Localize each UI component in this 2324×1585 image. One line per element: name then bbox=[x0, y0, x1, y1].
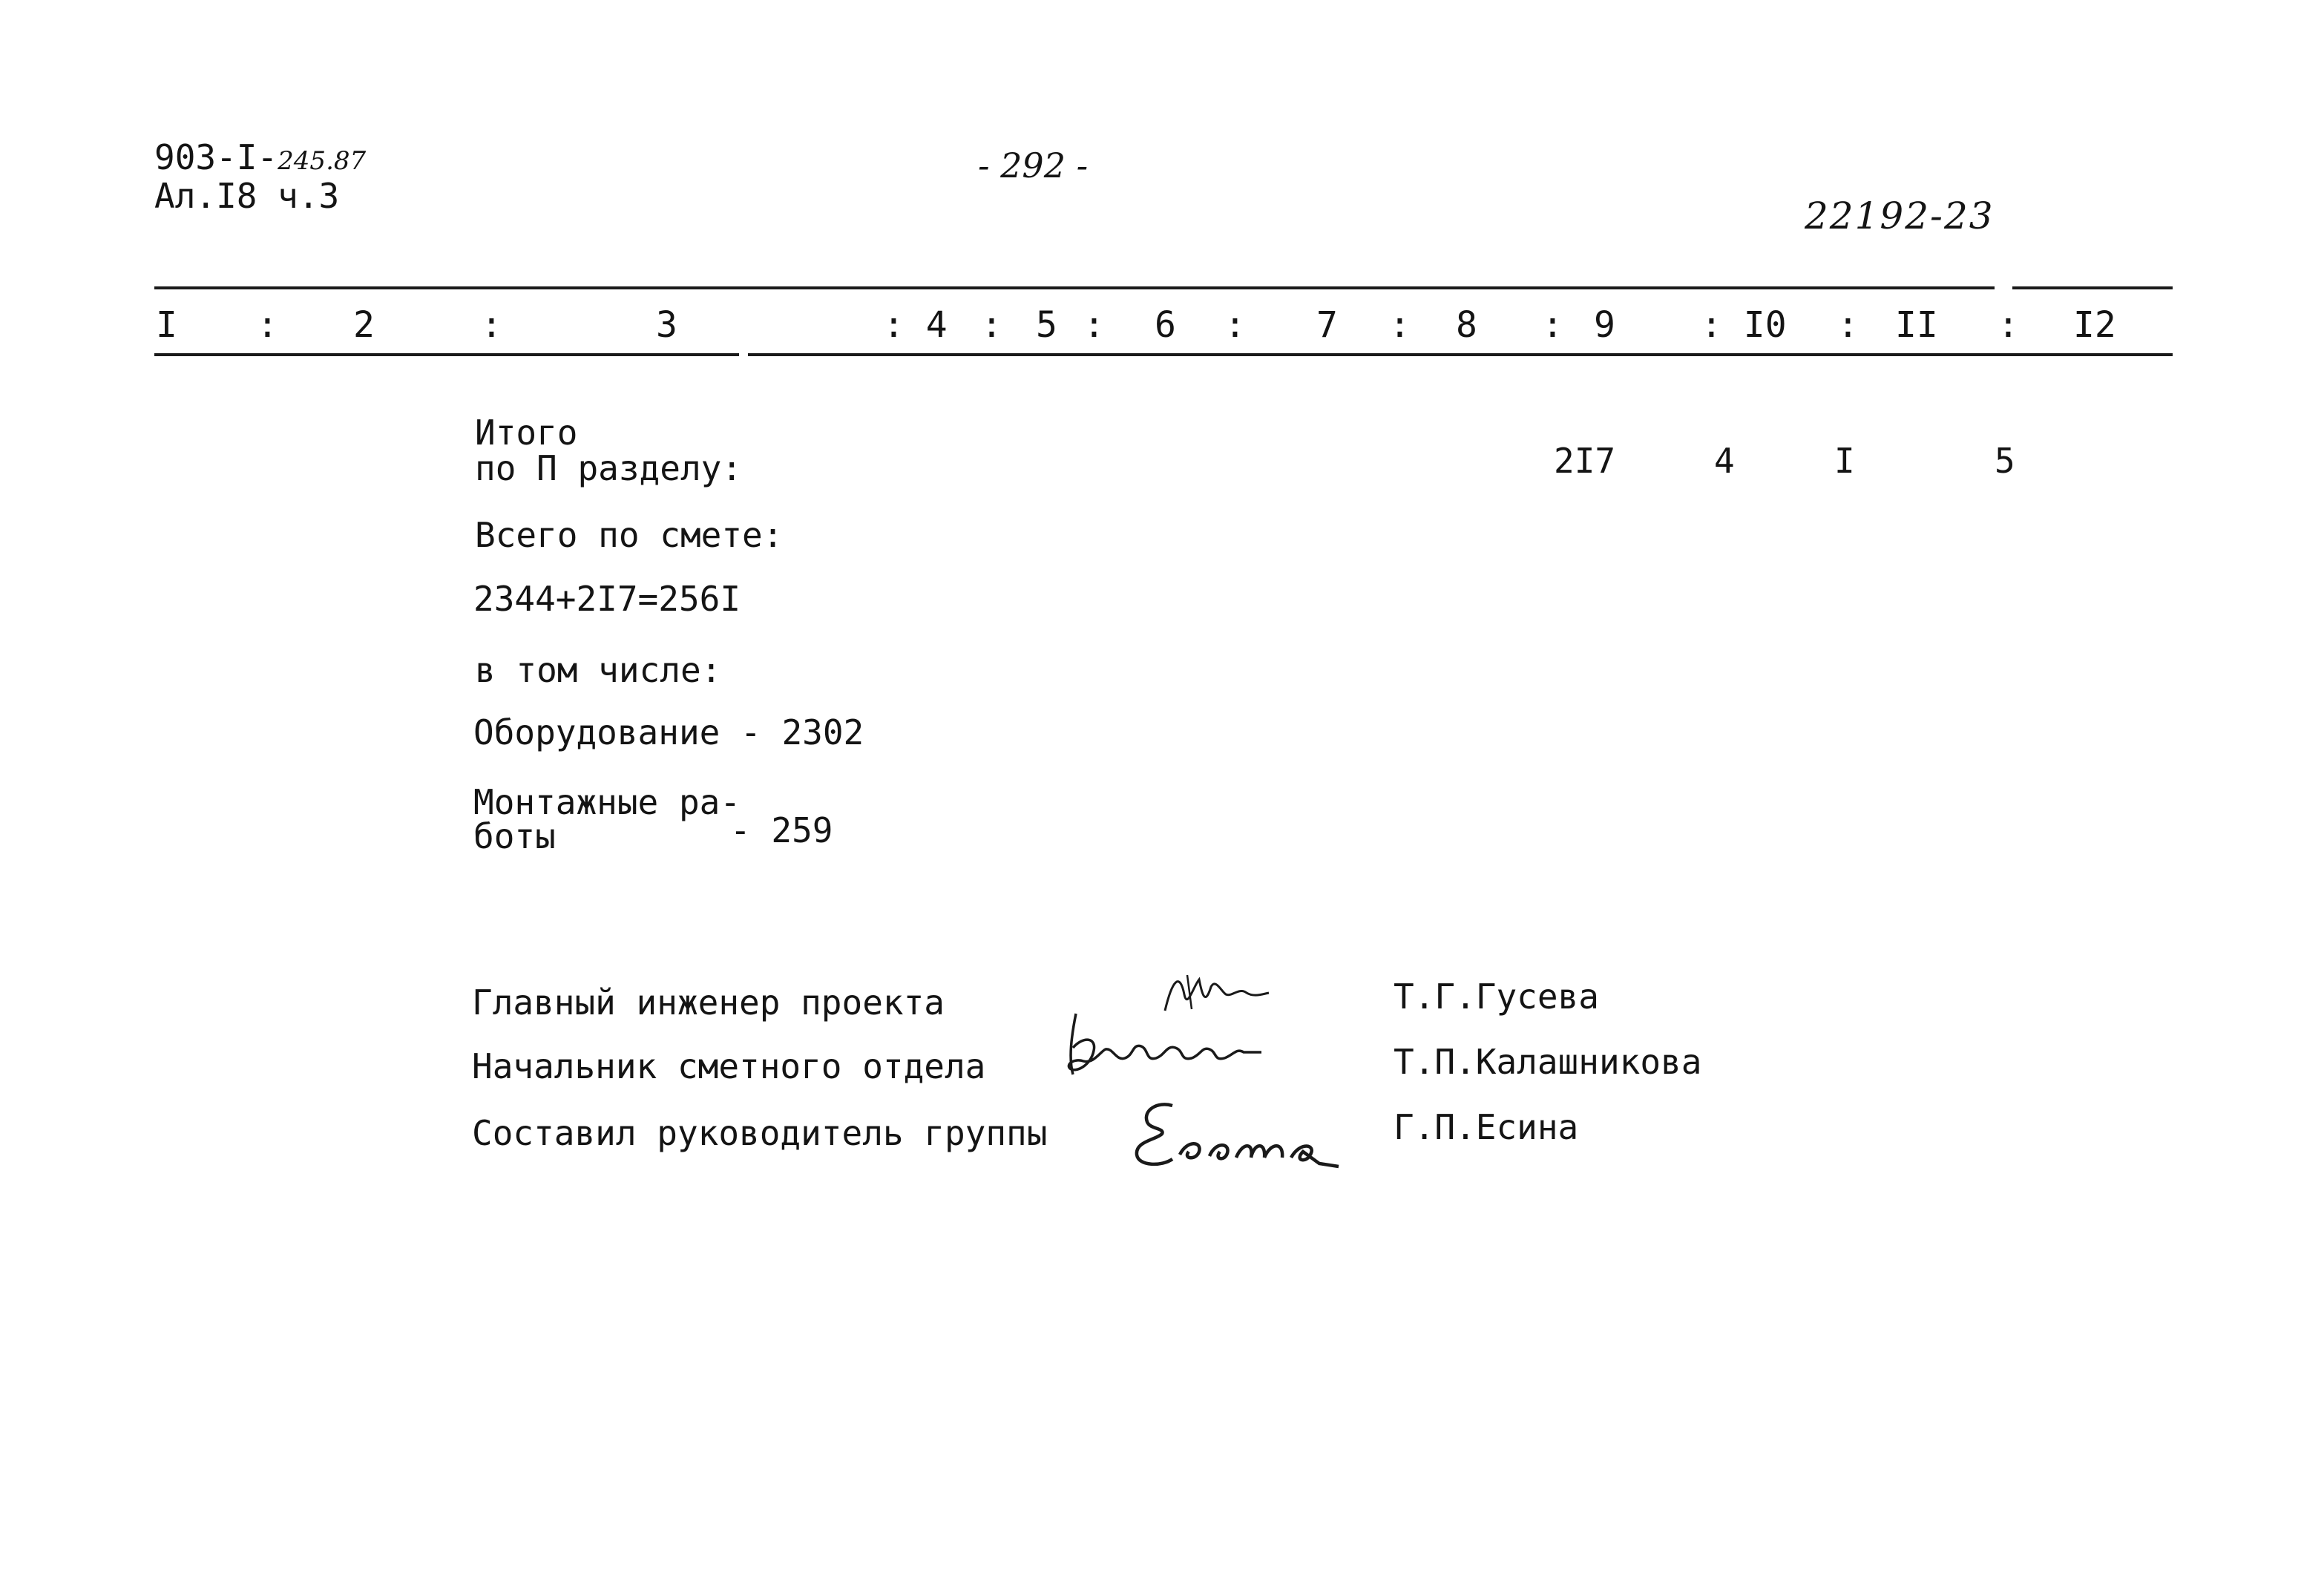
signature-role-group-lead: Составил руководитель группы bbox=[472, 1113, 1048, 1153]
totals-col9-value: 2I7 bbox=[1554, 441, 1616, 481]
col-sep: : bbox=[1224, 304, 1246, 346]
col-sep: : bbox=[257, 304, 278, 346]
col-num-10: : I0 bbox=[1701, 304, 1787, 346]
signature-name-chief-engineer: Т.Г.Гусева bbox=[1394, 977, 1599, 1017]
col-num-5: 5 bbox=[1036, 304, 1057, 346]
page-number: - 292 - bbox=[978, 145, 1089, 186]
col-sep: : bbox=[1542, 304, 1563, 346]
header-bottom-rule bbox=[154, 353, 739, 356]
col-num-4: : 4 bbox=[883, 304, 948, 346]
col-num-9: 9 bbox=[1594, 304, 1615, 346]
col-num-12: I2 bbox=[2073, 304, 2116, 346]
col-num-7: 7 bbox=[1316, 304, 1338, 346]
document-code bbox=[154, 138, 366, 180]
installation-label-line2: боты bbox=[473, 816, 556, 856]
installation-value-line bbox=[730, 810, 833, 850]
col-num-3: 3 bbox=[656, 304, 677, 346]
col-num-6: 6 bbox=[1155, 304, 1176, 346]
col-sep: : bbox=[1083, 304, 1105, 346]
estimate-formula: 2344+2I7=256I bbox=[473, 579, 741, 619]
totals-label-line2: по П разделу: bbox=[475, 448, 743, 488]
equipment-line bbox=[473, 712, 864, 752]
signature-role-chief-engineer: Главный инженер проекта bbox=[472, 982, 945, 1023]
signature-name-group-lead: Г.П.Есина bbox=[1394, 1107, 1579, 1147]
equipment-label: Оборудование bbox=[473, 712, 720, 752]
totals-col12-value: 5 bbox=[1995, 441, 2015, 481]
header-bottom-rule-right bbox=[748, 353, 2173, 356]
handwritten-signature-estimate-head bbox=[1061, 1006, 1284, 1088]
doc-code-prefix: 903-I- bbox=[154, 137, 278, 177]
totals-col11-value: I bbox=[1834, 441, 1855, 481]
equipment-value: 2302 bbox=[781, 712, 864, 752]
estimate-total-label: Всего по смете: bbox=[475, 515, 784, 555]
album-line: Ал.I8 ч.3 bbox=[154, 176, 340, 216]
handwritten-signature-group-lead bbox=[1128, 1095, 1365, 1177]
sheet-number: 22192-23 bbox=[1805, 194, 1995, 237]
top-rule bbox=[154, 286, 1995, 289]
installation-dash: - bbox=[730, 810, 751, 850]
equipment-dash: - bbox=[741, 712, 761, 752]
top-rule-right bbox=[2012, 286, 2173, 289]
col-num-11: II bbox=[1895, 304, 1938, 346]
signature-name-estimate-head: Т.П.Калашникова bbox=[1394, 1042, 1702, 1082]
doc-code-handwritten: 245.87 bbox=[278, 146, 367, 176]
col-sep: : bbox=[481, 304, 502, 346]
col-sep: : bbox=[1389, 304, 1411, 346]
including-label: в том числе: bbox=[475, 650, 722, 690]
totals-label-line1: Итого bbox=[475, 413, 578, 453]
col-sep: : bbox=[1837, 304, 1859, 346]
installation-value: 259 bbox=[771, 810, 833, 850]
col-num-2: 2 bbox=[353, 304, 375, 346]
installation-label-line1: Монтажные ра- bbox=[473, 782, 741, 822]
col-num-1: I bbox=[156, 304, 177, 346]
col-sep: : bbox=[1998, 304, 2019, 346]
col-sep: : bbox=[981, 304, 1002, 346]
signature-role-estimate-head: Начальник сметного отдела bbox=[472, 1046, 986, 1086]
col-num-8: 8 bbox=[1456, 304, 1477, 346]
totals-col10-value: 4 bbox=[1714, 441, 1735, 481]
